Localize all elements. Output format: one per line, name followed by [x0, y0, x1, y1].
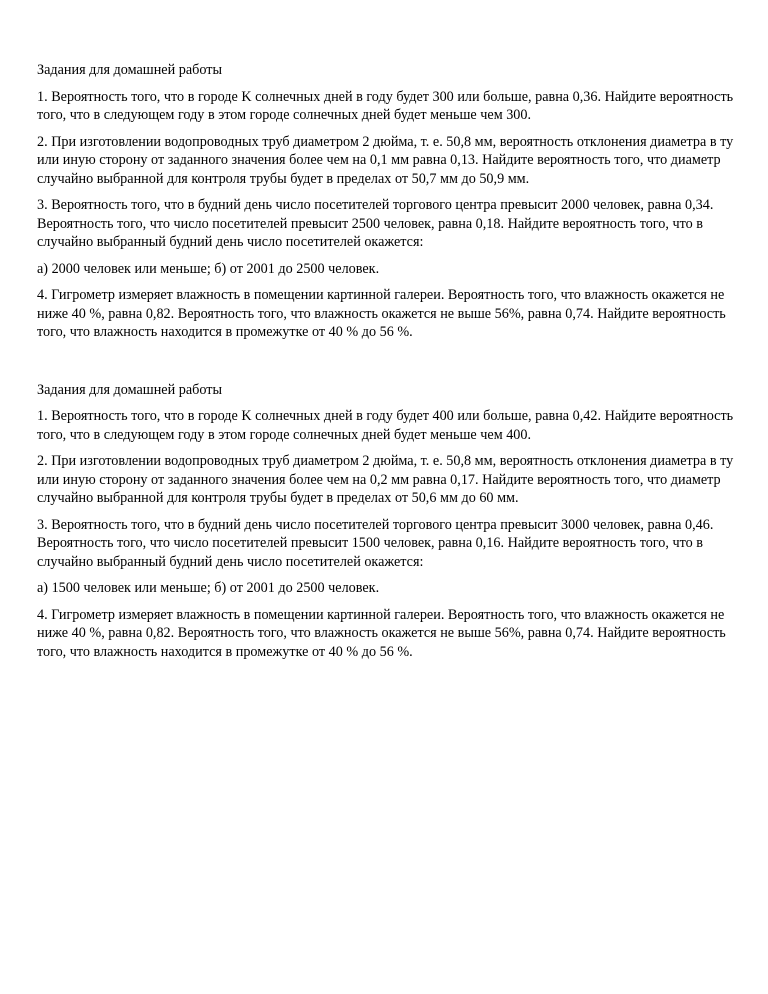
homework-block-2 — [37, 381, 737, 662]
task-4: 4. Гигрометр измеряет влажность в помещении картинной галереи. Вероятность того, что влажность окажется не ниже 40 %, равна 0,82. Вероятность того, что влажность окажется не выше 56%, равна 0,74. Найдите вероятность того, что влажность находится в промежутке от 40 % до 56 %. — [37, 287, 726, 340]
task-3: 3. Вероятность того, что в будний день число посетителей торгового центра превысит 2000 человек, равна 0,34. Вероятность того, что число посетителей превысит 2500 человек, равна 0,18. Найдите вероятность того, что в случайно выбранный будний день число посетителей окажется: — [37, 197, 714, 250]
task-2: 2. При изготовлении водопроводных труб диаметром 2 дюйма, т. е. 50,8 мм, вероятность отклонения диаметра в ту или иную сторону от заданного значения более чем на 0,1 мм равна 0,13. Найдите вероятность того, что диаметр случайно выбранной для контроля трубы будет в пределах от 50,7 мм до 50,9 мм. — [37, 133, 734, 187]
task-2: 2. При изготовлении водопроводных труб диаметром 2 дюйма, т. е. 50,8 мм, вероятность отклонения диаметра в ту или иную сторону от заданного значения более чем на 0,2 мм равна 0,17. Найдите вероятность того, что диаметр случайно выбранной для контроля трубы будет в пределах от 50,6 мм до 60 мм. — [37, 453, 734, 506]
homework-block-1 — [37, 61, 737, 342]
block-heading: Задания для домашней работы — [37, 62, 222, 78]
document-page — [37, 61, 737, 661]
task-3-options: а) 2000 человек или меньше; б) от 2001 до 2500 человек. — [37, 260, 380, 277]
task-3: 3. Вероятность того, что в будний день число посетителей торгового центра превысит 3000 человек, равна 0,46. Вероятность того, что число посетителей превысит 1500 человек, равна 0,16. Найдите вероятность того, что в случайно выбранный будний день число посетителей окажется: — [37, 516, 714, 570]
task-4: 4. Гигрометр измеряет влажность в помещении картинной галереи. Вероятность того, что влажность окажется не ниже 40 %, равна 0,82. Вероятность того, что влажность окажется не выше 56%, равна 0,74. Найдите вероятность того, что влажность находится в промежутке от 40 % до 56 %. — [37, 606, 726, 660]
task-1: 1. Вероятность того, что в городе K солнечных дней в году будет 300 или больше, равна 0,36. Найдите вероятность того, что в следующем году в этом городе солнечных дней будет меньше чем 300. — [37, 88, 734, 123]
task-3-options: а) 1500 человек или меньше; б) от 2001 до 2500 человек. — [37, 580, 380, 596]
block-heading: Задания для домашней работы — [37, 381, 222, 398]
task-1: 1. Вероятность того, что в городе K солнечных дней в году будет 400 или больше, равна 0,42. Найдите вероятность того, что в следующем году в этом городе солнечных дней будет меньше чем 400. — [37, 408, 734, 443]
